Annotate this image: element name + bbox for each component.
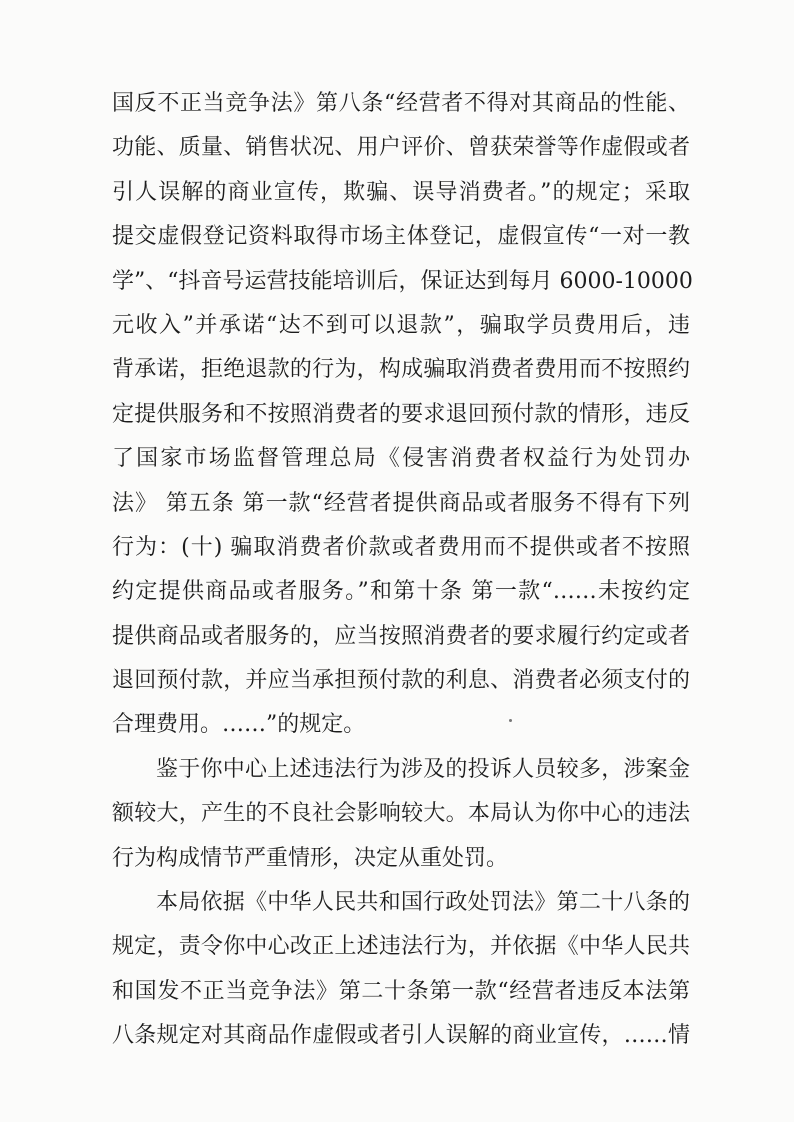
text-line: 八条规定对其商品作虚假或者引人误解的商业宣传，……情 xyxy=(112,1023,690,1049)
text-line: 和国发不正当竞争法》第二十条第一款“经营者违反本法第 xyxy=(112,978,690,1004)
text-line: 学”、“抖音号运营技能培训后，保证达到每月 6000-10000 xyxy=(112,268,693,294)
text-line: 背承诺，拒绝退款的行为，构成骗取消费者费用而不按照约 xyxy=(112,357,690,383)
text-line: 合理费用。……”的规定。 xyxy=(112,712,366,738)
paragraph-start-line: 鉴于你中心上述违法行为涉及的投诉人员较多，涉案金 xyxy=(156,756,690,782)
text-line: 提供商品或者服务的，应当按照消费者的要求履行约定或者 xyxy=(112,623,690,649)
text-line: 功能、质量、销售状况、用户评价、曾获荣誉等作虚假或者 xyxy=(112,135,690,161)
text-line: 行为：(十) 骗取消费者价款或者费用而不提供或者不按照 xyxy=(112,534,690,560)
text-line: 约定提供商品或者服务。”和第十条 第一款“……未按约定 xyxy=(112,579,690,605)
text-line: 提交虚假登记资料取得市场主体登记，虚假宣传“一对一教 xyxy=(112,224,690,250)
text-line: 定提供服务和不按照消费者的要求退回预付款的情形，违反 xyxy=(112,401,690,427)
text-line: 国反不正当竞争法》第八条“经营者不得对其商品的性能、 xyxy=(112,91,690,116)
text-line: 法》 第五条 第一款“经营者提供商品或者服务不得有下列 xyxy=(112,490,690,516)
text-line: 元收入”并承诺“达不到可以退款”，骗取学员费用后，违 xyxy=(112,312,690,338)
text-line: 了国家市场监督管理总局《侵害消费者权益行为处罚办 xyxy=(112,446,690,472)
text-line: 退回预付款，并应当承担预付款的利息、消费者必须支付的 xyxy=(112,668,690,694)
text-line: 行为构成情节严重情形，决定从重处罚。 xyxy=(112,845,509,871)
scan-speck xyxy=(509,719,512,722)
text-line: 额较大，产生的不良社会影响较大。本局认为你中心的违法 xyxy=(112,801,690,827)
text-line: 引人误解的商业宣传，欺骗、误导消费者。”的规定；采取 xyxy=(112,179,690,205)
text-line: 规定，责令你中心改正上述违法行为，并依据《中华人民共 xyxy=(112,934,690,960)
document-body xyxy=(112,82,693,1059)
paragraph-start-line: 本局依据《中华人民共和国行政处罚法》第二十八条的 xyxy=(156,890,690,916)
